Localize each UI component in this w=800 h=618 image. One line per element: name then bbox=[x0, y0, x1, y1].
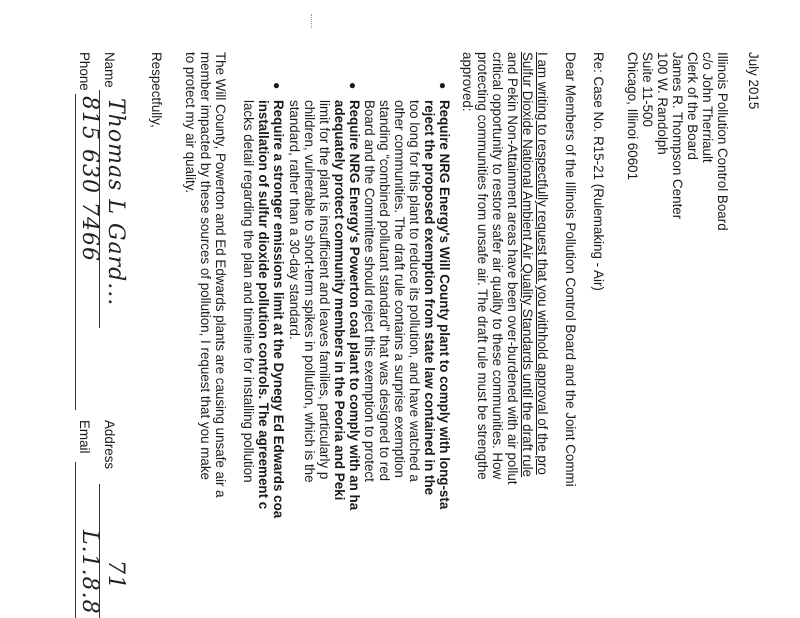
bullet1-line: Require NRG Energy's Will County plant to comply with long-sta bbox=[437, 100, 452, 510]
bullet2-line: standard, rather than a 30-day standard. bbox=[287, 100, 302, 340]
bullet-marker: ● bbox=[346, 82, 360, 90]
address-line: c/o John Therriault bbox=[700, 52, 715, 163]
closing-paragraph-line: member impacted by these sources of pollution, I request that you make bbox=[198, 52, 213, 480]
intro-line: Sulfur Dioxide National Ambient Air Quality Standards until the draft rule bbox=[520, 52, 535, 478]
bullet-marker: ● bbox=[436, 82, 450, 90]
address-line: 100 W. Randolph bbox=[655, 52, 670, 155]
bullet3-line: lacks detail regarding the plan and timeline for installing pollution bbox=[241, 100, 256, 483]
re-line: Re: Case No. R15-21 (Rulemaking - Air) bbox=[591, 52, 606, 291]
bullet1-line: standing “combined pollutant standard” that was designed to red bbox=[377, 100, 392, 482]
phone-handwritten: 815 630 7466 bbox=[77, 96, 102, 262]
name-label: Name bbox=[102, 52, 117, 88]
bullet2-line: limit for the plant is insufficient and leaves families, particularly p bbox=[317, 100, 332, 480]
phone-label: Phone bbox=[77, 52, 92, 91]
intro-line: critical opportunity to restore safer air quality to these communities. How bbox=[490, 52, 505, 480]
intro-line: approved: bbox=[460, 52, 475, 112]
address-line: Illinois Pollution Control Board bbox=[715, 52, 730, 231]
phone-underline bbox=[75, 94, 76, 410]
bullet2-line: Require NRG Energy's Powerton coal plant to comply with an ha bbox=[347, 100, 362, 511]
address-line: Suite 11-500 bbox=[640, 52, 655, 127]
bullet1-line: reject the proposed exemption from state law contained in the bbox=[422, 100, 437, 496]
intro-line: protecting communities from unsafe air. The draft rule must be strengthe bbox=[475, 52, 490, 480]
address-line: James R. Thompson Center bbox=[670, 52, 685, 220]
address-handwritten: 71 bbox=[103, 560, 128, 590]
bullet3-line: installation of sulfur dioxide pollution controls. The agreement c bbox=[256, 100, 271, 510]
email-handwritten: L.1.8.8 bbox=[77, 530, 102, 615]
address-line: Clerk of the Board bbox=[685, 52, 700, 160]
email-underline bbox=[75, 462, 76, 618]
letter-date: July 2015 bbox=[746, 52, 761, 110]
bullet2-line: adequately protect community members in the Peoria and Peki bbox=[332, 100, 347, 501]
name-signature: Thomas L Gard... bbox=[103, 98, 128, 307]
bullet3-line: Require a stronger emissions limit at the Dynegy Ed Edwards coa bbox=[271, 100, 286, 519]
address-line: Chicago, Illinoi 60601 bbox=[625, 52, 640, 181]
bullet-marker: ● bbox=[270, 82, 284, 90]
bullet1-line: too long for this plant to reduce its pollution, and have watched a bbox=[407, 100, 422, 482]
intro-line: and Pekin Non-Attainment areas have been over-burdened with air pollut bbox=[505, 52, 520, 485]
bullet1-line: Board and the Committee should reject this exemption to protect bbox=[362, 100, 377, 482]
address-label: Address bbox=[102, 420, 117, 470]
bullet1-line: other communities. The draft rule contains a surprise exemption bbox=[392, 100, 407, 478]
intro-line: I am writing to respectfully request that you withhold approval of the pro bbox=[535, 52, 550, 475]
closing-paragraph-line: The Will County, Powerton and Ed Edwards plants are causing unsafe air a bbox=[213, 52, 228, 498]
email-label: Email bbox=[77, 420, 92, 454]
bullet2-line: children, vulnerable to short-term spikes in pollution, which is the bbox=[302, 100, 317, 483]
closing: Respectfully, bbox=[149, 52, 164, 128]
salutation: Dear Members of the Illinois Pollution Control Board and the Joint Commi bbox=[563, 52, 578, 487]
closing-paragraph-line: to protect my air quality. bbox=[183, 52, 198, 194]
